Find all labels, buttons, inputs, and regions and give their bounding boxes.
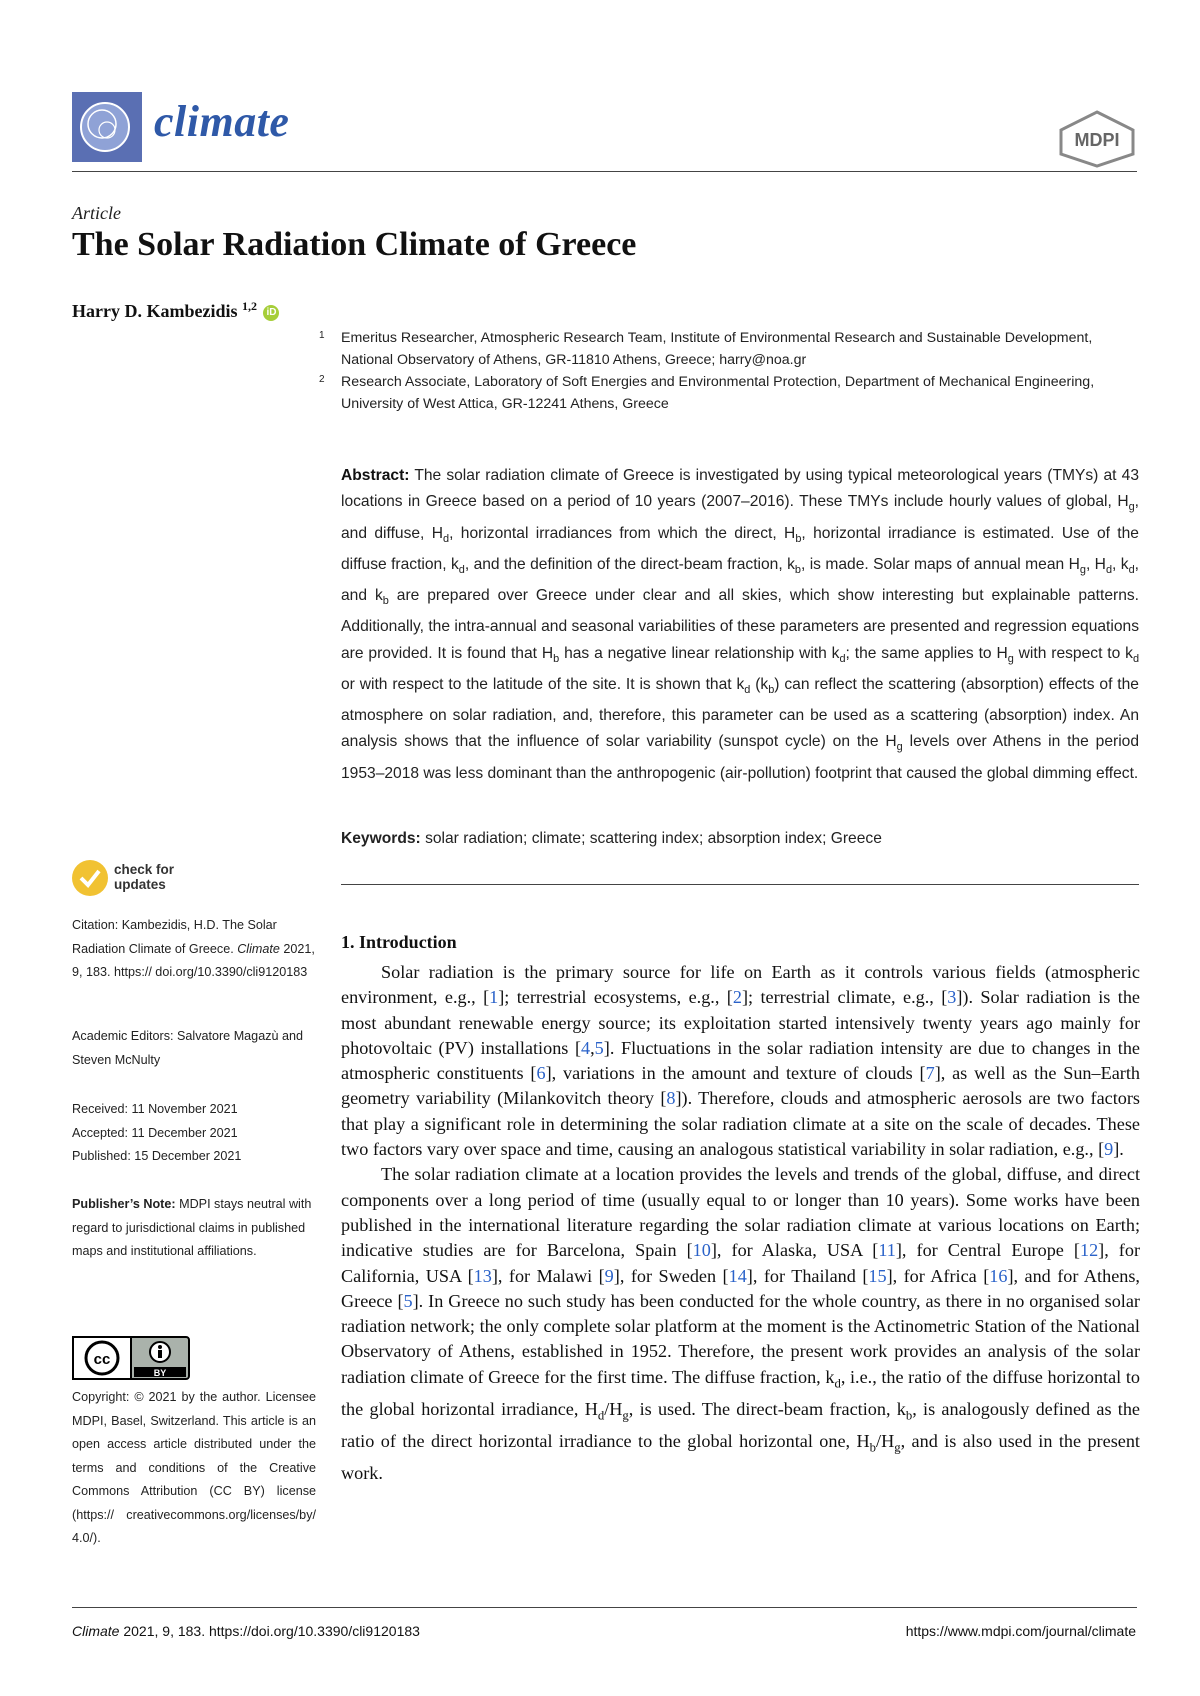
accepted-date: Accepted: 11 December 2021 bbox=[72, 1125, 238, 1140]
published-date: Published: 15 December 2021 bbox=[72, 1149, 242, 1163]
introduction-body bbox=[341, 960, 1140, 1486]
journal-logo bbox=[72, 92, 142, 162]
check-updates-text bbox=[114, 862, 174, 892]
dates-block bbox=[72, 1098, 316, 1169]
svg-text:cc: cc bbox=[93, 1351, 111, 1368]
paper-title: The Solar Radiation Climate of Greece bbox=[72, 226, 637, 263]
paragraph: Solar radiation is the primary source for life on Earth as it controls various fields (atmospheric environment, e.g., [1]; terrestrial ecosystems, e.g., [2]; terrestrial climate, e.g., [3]). Solar radiation is the most abundant renewable energy source; its exploitation started intensively twenty years ago mainly for photovoltaic (PV) installations [4,5]. Fluctuations in the solar radiation intensity are due to changes in the atmospheric constituents [6], variations in the amount and texture of clouds [7], as well as the Sun–Earth geometry variability (Milankovitch theory [8]). Therefore, clouds and atmospheric aerosols are two factors that play a significant role in determining the solar radiation climate at a site on the scale of decades. These two factors vary over space and time, causing an analogous statistical variability in solar radiation, e.g., [9]. bbox=[341, 962, 1140, 1160]
citation-text: Kambezidis, H.D. The Solar Radiation Climate of Greece. bbox=[72, 918, 277, 956]
check-line-1: check for bbox=[114, 862, 175, 877]
publisher-note-text: MDPI stays neutral with regard to jurisdictional claims in published maps and institutional affiliations. bbox=[72, 1197, 312, 1258]
cc-by-text: BY bbox=[153, 1368, 167, 1378]
citation-doi[interactable]: 2021, 9, 183. https:// doi.org/10.3390/cli9120183 bbox=[72, 941, 315, 979]
publisher-note-label: Publisher’s Note: bbox=[72, 1197, 176, 1211]
orcid-icon[interactable]: iD bbox=[263, 305, 279, 321]
footer-citation bbox=[72, 1623, 420, 1639]
journal-header bbox=[72, 92, 1137, 172]
paragraph: The solar radiation climate at a location provides the levels and trends of the global, diffuse, and direct components over a long period of time (usually equal to or longer than 10 years). Some works have been published in the international literature regarding the solar radiation climate at various locations on Earth; indicative studies are for Barcelona, Spain [10], for Alaska, USA [11], for Central Europe [12], for California, USA [13], for Malawi [9], for Sweden [14], for Thailand [15], for Africa [16], and for Athens, Greece [5]. In Greece no such study has been conducted for the whole country, as there in no organised solar radiation network; the only complete solar platform at the moment is the Actinometric Station of the National Observatory of Athens, established in 1952. Therefore, the present work provides an analysis of the solar radiation climate of Greece for the first time. The diffuse fraction, $k_d$, i.e., the ratio of the diffuse horizontal to the global horizontal irradiance, $H_d/H_g$, is used. The direct-beam fraction, $k_b$, is analogously defined as the ratio of the direct horizontal irradiance to the global horizontal one, $H_b/H_g$, and is also used in the present work. bbox=[341, 1164, 1141, 1483]
footer-journal-url[interactable]: https://www.mdpi.com/journal/climate bbox=[905, 1623, 1136, 1639]
citation-block bbox=[72, 914, 316, 985]
affiliation-text: Emeritus Researcher, Atmospheric Research Team, Institute of Environmental Research and Sustainable Development, National Observatory of Athens, GR-11810 Athens, Greece; harry@noa.gr bbox=[341, 330, 1093, 368]
journal-name: climate bbox=[154, 97, 290, 146]
author-affil-sup: 1,2 bbox=[241, 299, 257, 313]
copyright-notice: Copyright: © 2021 by the author. Licensee MDPI, Basel, Switzerland. This article is an open access article distributed under the terms and conditions of the Creative Commons Attribution (CC BY) license (https:// creativecommons.org/licenses/by/ 4.0/). bbox=[72, 1390, 316, 1545]
mdpi-logo bbox=[1057, 110, 1137, 168]
footer-divider bbox=[72, 1607, 1137, 1608]
received-date: Received: 11 November 2021 bbox=[72, 1102, 238, 1116]
checkmark-icon bbox=[72, 860, 108, 896]
citation-label: Citation: bbox=[72, 918, 119, 932]
citation-journal: Climate bbox=[237, 941, 280, 956]
author-line bbox=[72, 299, 279, 322]
affiliation-number: 2 bbox=[319, 374, 325, 385]
keywords-label: Keywords: bbox=[341, 830, 421, 847]
footer-journal: Climate bbox=[72, 1623, 120, 1639]
affiliation-1 bbox=[319, 328, 1141, 371]
academic-editors: Academic Editors: Salvatore Magazù and Steven McNulty bbox=[72, 1029, 304, 1067]
header-divider bbox=[72, 171, 1137, 172]
abstract: Abstract: The solar radiation climate of Greece is investigated by using typical meteorological years (TMYs) at 43 locations in Greece based on a period of 10 years (2007–2016). These TMYs include hourly values of global, $H_g$, and diffuse, $H_d$, horizontal irradiances from which the direct, $H_b$, horizontal irradiance is estimated. Use of the diffuse fraction, $k_d$, and the definition of the direct-beam fraction, $k_b$, is made. Solar maps of annual mean $H_g$, $H_d$, $k_d$, and $k_b$ are prepared over Greece under clear and all skies, which show interesting but explainable patterns. Additionally, the intra-annual and seasonal variabilities of these parameters are presented and regression equations are provided. It is found that $H_b$ has a negative linear relationship with $k_d$; the same applies to $H_g$ with respect to $k_d$ or with respect to the latitude of the site. It is shown that $k_d$ $(k_b)$ can reflect the scattering (absorption) effects of the atmosphere on solar radiation, and, therefore, this parameter can be used as a scattering (absorption) index. An analysis shows that the influence of solar variability (sunspot cycle) on the $H_g$ levels over Athens in the period 1953–2018 was less dominant than the anthropogenic (air-pollution) footprint that caused the global dimming effect. bbox=[341, 467, 1140, 782]
abstract-divider bbox=[341, 884, 1139, 885]
keywords bbox=[341, 830, 1139, 848]
abstract-label: Abstract: bbox=[341, 467, 410, 484]
section-heading: 1. Introduction bbox=[341, 932, 457, 952]
footer-doi[interactable]: 2021, 9, 183. https://doi.org/10.3390/cli9120183 bbox=[123, 1623, 420, 1639]
author-name: Harry D. Kambezidis bbox=[72, 301, 238, 321]
keywords-list: solar radiation; climate; scattering index; absorption index; Greece bbox=[425, 830, 882, 847]
check-line-2: updates bbox=[114, 877, 166, 892]
affiliation-number: 1 bbox=[319, 330, 325, 341]
check-for-updates-badge[interactable] bbox=[72, 860, 272, 900]
publisher-note bbox=[72, 1193, 316, 1264]
affiliation-2 bbox=[319, 372, 1141, 415]
affiliation-text: Research Associate, Laboratory of Soft Energies and Environmental Protection, Department of Mechanical Engineering, University of West Attica, GR-12241 Athens, Greece bbox=[341, 374, 1095, 412]
mdpi-text: MDPI bbox=[1074, 130, 1120, 150]
article-type: Article bbox=[72, 203, 121, 223]
cc-by-license-badge[interactable] bbox=[72, 1336, 190, 1380]
